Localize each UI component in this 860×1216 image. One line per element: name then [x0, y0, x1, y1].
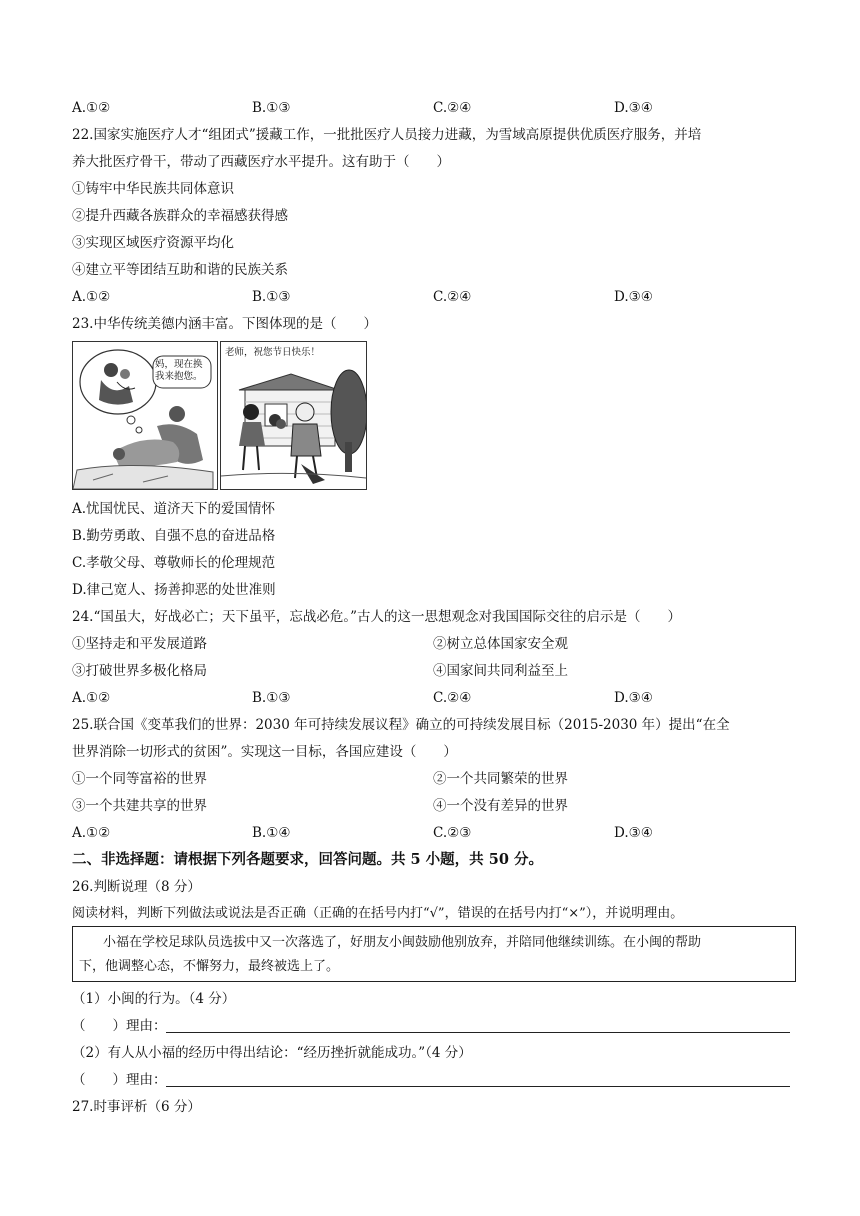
q25-option-c: C.②③ — [433, 825, 472, 841]
q21-option-d: D.③④ — [614, 100, 653, 116]
q24-option-b: B.①③ — [252, 690, 291, 706]
q24-option-c: C.②④ — [433, 690, 472, 706]
q26-instruction: 阅读材料，判断下列做法或说法是否正确（正确的在括号内打“√”，错误的在括号内打“×”），并说明理由。 — [72, 906, 684, 921]
q25-stem-line1: 25.联合国《变革我们的世界：2030 年可持续发展议程》确立的可持续发展目标（2015-2030 年）提出“在全 — [72, 717, 730, 733]
q26-answer1-line[interactable] — [166, 1032, 790, 1033]
q22-stem-line2: 养大批医疗骨干，带动了西藏医疗水平提升。这有助于（ ） — [72, 154, 450, 170]
q26-answer2-line[interactable] — [166, 1086, 790, 1087]
q22-option-a: A.①② — [72, 289, 111, 305]
q22-option-d: D.③④ — [614, 289, 653, 305]
q25-option-a: A.①② — [72, 825, 111, 841]
q24-option-d: D.③④ — [614, 690, 653, 706]
q25-option-b: B.①④ — [252, 825, 291, 841]
q22-item-2: ②提升西藏各族群众的幸福感获得感 — [72, 208, 288, 224]
panel1-caption: 妈，现在换我来抱您。 — [155, 359, 203, 382]
q25-option-d: D.③④ — [614, 825, 653, 841]
q21-option-b: B.①③ — [252, 100, 291, 116]
q23-option-d: D.律己宽人、扬善抑恶的处世准则 — [72, 582, 276, 598]
q22-option-c: C.②④ — [433, 289, 472, 305]
q23-option-c: C.孝敬父母、尊敬师长的伦理规范 — [72, 555, 276, 571]
q26-answer2-prefix: （ ）理由： — [72, 1072, 167, 1088]
section2-heading: 二、非选择题：请根据下列各题要求，回答问题。共 5 小题，共 50 分。 — [72, 851, 543, 868]
q26-sub1: （1）小闽的行为。（4 分） — [72, 991, 236, 1007]
q23-option-b: B.勤劳勇敢、自强不息的奋进品格 — [72, 528, 276, 544]
q25-item-3: ③一个共建共享的世界 — [72, 798, 207, 814]
q21-option-a: A.①② — [72, 100, 111, 116]
q26-material-line2: 下，他调整心态，不懈努力，最终被选上了。 — [79, 959, 340, 974]
q24-option-a: A.①② — [72, 690, 111, 706]
q24-item-1: ①坚持走和平发展道路 — [72, 636, 207, 652]
q25-stem-line2: 世界消除一切形式的贫困”。实现这一目标，各国应建设（ ） — [72, 744, 457, 760]
cartoon-panel-filial — [72, 341, 218, 490]
q22-item-1: ①铸牢中华民族共同体意识 — [72, 181, 234, 197]
q23-option-a: A.忧国忧民、道济天下的爱国情怀 — [72, 501, 276, 517]
q24-item-3: ③打破世界多极化格局 — [72, 663, 207, 679]
q25-item-2: ②一个共同繁荣的世界 — [433, 771, 568, 787]
q24-stem: 24.“国虽大，好战必亡；天下虽平，忘战必危。”古人的这一思想观念对我国国际交往的启示是（ ） — [72, 609, 682, 625]
q22-option-b: B.①③ — [252, 289, 291, 305]
q22-item-3: ③实现区域医疗资源平均化 — [72, 235, 234, 251]
q25-item-4: ④一个没有差异的世界 — [433, 798, 568, 814]
q22-stem-line1: 22.国家实施医疗人才“组团式”援藏工作，一批批医疗人员接力进藏，为雪域高原提供优质医疗服务，并培 — [72, 127, 702, 143]
q25-item-1: ①一个同等富裕的世界 — [72, 771, 207, 787]
q27-title: 27.时事评析（6 分） — [72, 1099, 201, 1115]
q26-title: 26.判断说理（8 分） — [72, 879, 201, 895]
q24-item-2: ②树立总体国家安全观 — [433, 636, 568, 652]
cartoon-teacher-drawing — [221, 342, 366, 489]
q26-sub2: （2）有人从小福的经历中得出结论：“经历挫折就能成功。”（4 分） — [72, 1045, 472, 1061]
q26-answer1-prefix: （ ）理由： — [72, 1018, 167, 1034]
q26-material-box — [72, 926, 796, 982]
q22-item-4: ④建立平等团结互助和谐的民族关系 — [72, 262, 288, 278]
q23-stem: 23.中华传统美德内涵丰富。下图体现的是（ ） — [72, 316, 377, 332]
q26-material-line1: 小福在学校足球队员选拔中又一次落选了，好朋友小闽鼓励他别放弃，并陪同他继续训练。在小闽的帮助 — [103, 935, 702, 950]
q24-item-4: ④国家间共同利益至上 — [433, 663, 568, 679]
q21-option-c: C.②④ — [433, 100, 472, 116]
cartoon-panel-teacher — [220, 341, 367, 490]
panel2-caption: 老师，祝您节日快乐！ — [225, 347, 321, 358]
